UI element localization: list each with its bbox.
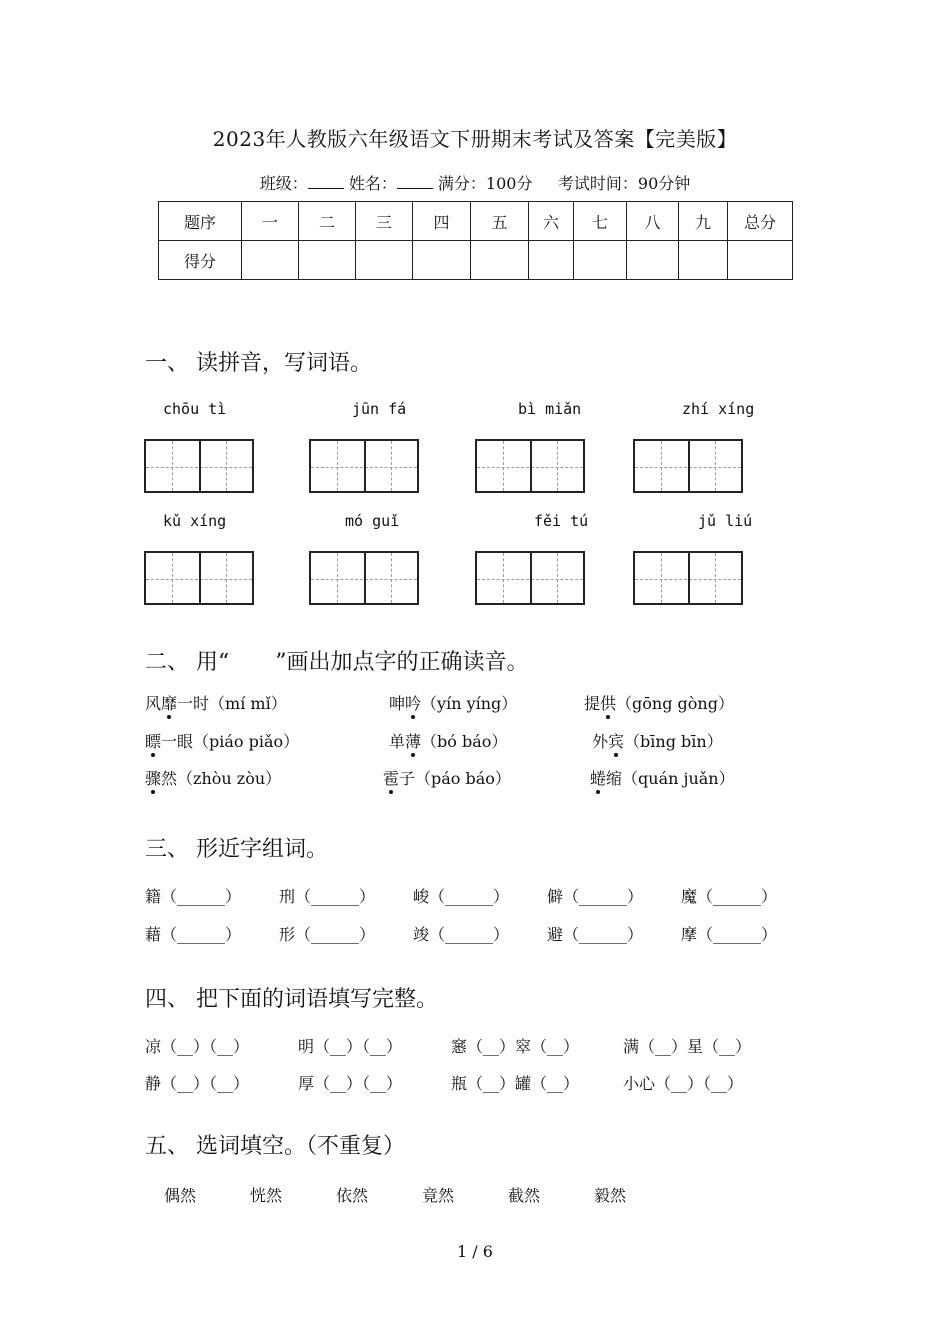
exam-time-label: 考试时间：90分钟 (557, 174, 691, 193)
writing-grid[interactable] (475, 551, 585, 605)
writing-grid[interactable] (633, 551, 743, 605)
writing-grid[interactable] (144, 551, 254, 605)
header-cell: 二 (299, 202, 356, 241)
header-cell: 三 (356, 202, 413, 241)
name-blank[interactable] (397, 174, 433, 189)
section-3-title: 三、 形近字组词。 (145, 837, 328, 862)
section-1-title: 一、 读拼音，写词语。 (145, 351, 372, 376)
writing-grid[interactable] (309, 439, 419, 493)
word-choice: 毅然 (594, 1186, 627, 1205)
header-cell: 五 (471, 202, 529, 241)
header-cell: 七 (574, 202, 627, 241)
reading-item: 单薄（bó báo） (389, 732, 508, 751)
reading-item: 雹子（páo báo） (383, 769, 511, 788)
fill-item[interactable]: 瓶（__）罐（__） (451, 1074, 580, 1093)
score-table-header (159, 202, 793, 241)
fill-item[interactable]: 小心（__）（__） (623, 1074, 744, 1093)
pinyin-label: jǔ liú (698, 512, 753, 530)
header-cell: 题序 (159, 202, 242, 241)
word-item[interactable]: 籍（______） (145, 887, 242, 906)
writing-grid[interactable] (309, 551, 419, 605)
writing-grid[interactable] (633, 439, 743, 493)
writing-grid[interactable] (144, 439, 254, 493)
score-cell[interactable] (299, 241, 356, 280)
section-2-title-b: ”画出加点字的正确读音。 (275, 650, 529, 675)
header-cell: 四 (413, 202, 471, 241)
word-item[interactable]: 僻（______） (547, 887, 644, 906)
pinyin-label: zhí xíng (682, 400, 755, 418)
word-item[interactable]: 避（______） (547, 925, 644, 944)
word-item[interactable]: 摩（______） (681, 925, 778, 944)
score-cell[interactable] (471, 241, 529, 280)
score-cell[interactable] (574, 241, 627, 280)
reading-item: 瞟一眼（piáo piǎo） (145, 732, 300, 751)
reading-item: 风靡一时（mí mǐ） (145, 694, 287, 713)
reading-item: 骤然（zhòu zòu） (145, 769, 282, 788)
score-cell[interactable] (529, 241, 574, 280)
score-table-row (159, 241, 793, 280)
class-blank[interactable] (308, 174, 344, 189)
page-title: 2023年人教版六年级语文下册期末考试及答案【完美版】 (212, 127, 738, 151)
row-label: 得分 (159, 241, 242, 280)
header-cell: 八 (627, 202, 679, 241)
section-5-title: 五、 选词填空。（不重复） (145, 1134, 405, 1159)
section-2-title (145, 645, 529, 676)
word-item[interactable]: 峻（______） (413, 887, 510, 906)
score-cell[interactable] (627, 241, 679, 280)
score-cell[interactable] (242, 241, 299, 280)
writing-grid[interactable] (475, 439, 585, 493)
fill-item[interactable]: 明（__）（__） (298, 1037, 403, 1056)
word-item[interactable]: 魔（______） (681, 887, 778, 906)
header-cell: 一 (242, 202, 299, 241)
pinyin-label: jūn fá (352, 400, 407, 418)
score-table (158, 201, 793, 280)
section-2-title-a: 二、 用“ (145, 650, 230, 675)
fill-item[interactable]: 厚（__）（__） (298, 1074, 403, 1093)
header-cell: 九 (679, 202, 728, 241)
score-cell[interactable] (728, 241, 793, 280)
reading-item: 蜷缩（quán juǎn） (590, 769, 735, 788)
score-cell[interactable] (679, 241, 728, 280)
section-4-title: 四、 把下面的词语填写完整。 (145, 987, 438, 1012)
pinyin-label: bì miǎn (518, 400, 582, 418)
reading-item: 呻吟（yín yíng） (389, 694, 518, 713)
page-number: 1 / 6 (457, 1242, 493, 1261)
header-cell: 总分 (728, 202, 793, 241)
word-item[interactable]: 形（______） (279, 925, 376, 944)
fill-item[interactable]: 窸（__）窣（__） (451, 1037, 580, 1056)
fill-item[interactable]: 满（__）星（__） (623, 1037, 752, 1056)
word-choice: 偶然 (164, 1186, 197, 1205)
pinyin-label: kǔ xíng (163, 512, 227, 530)
word-item[interactable]: 藉（______） (145, 925, 242, 944)
fill-item[interactable]: 凉（__）（__） (145, 1037, 250, 1056)
pinyin-label: chōu tì (163, 400, 227, 418)
reading-item: 外宾（bīng bīn） (592, 732, 723, 751)
name-label: 姓名： (348, 174, 397, 193)
header-cell: 六 (529, 202, 574, 241)
fill-item[interactable]: 静（__）（__） (145, 1074, 250, 1093)
word-choice: 依然 (336, 1186, 369, 1205)
reading-item: 提供（gōng gòng） (584, 694, 734, 713)
student-info-line (0, 171, 950, 194)
score-cell[interactable] (356, 241, 413, 280)
class-label: 班级： (259, 174, 308, 193)
word-choice: 恍然 (250, 1186, 283, 1205)
word-choice: 截然 (508, 1186, 541, 1205)
pinyin-label: fěi tú (534, 512, 589, 530)
word-item[interactable]: 竣（______） (413, 925, 510, 944)
word-item[interactable]: 刑（______） (279, 887, 376, 906)
pinyin-label: mó guǐ (345, 512, 400, 530)
full-score-label: 满分：100分 (437, 174, 533, 193)
score-cell[interactable] (413, 241, 471, 280)
word-choice: 竟然 (422, 1186, 455, 1205)
